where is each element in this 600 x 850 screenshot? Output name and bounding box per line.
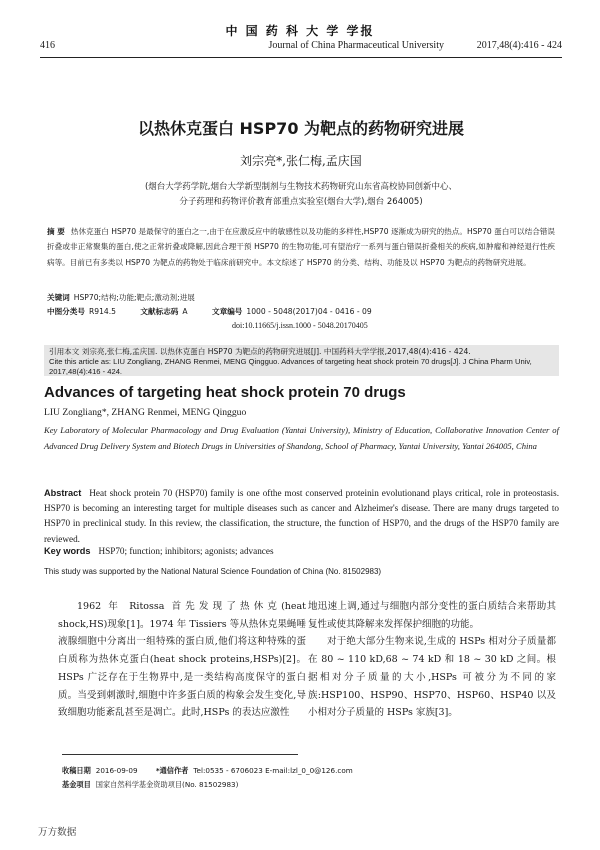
article-title-cn: 以热休克蛋白 HSP70 为靶点的药物研究进展	[137, 119, 465, 138]
clc-value: R914.5	[88, 307, 116, 316]
footnote-received	[62, 766, 353, 776]
watermark-text: 万方数据	[38, 827, 77, 838]
abstract-cn-text: 热休克蛋白 HSP70 是最保守的蛋白之一,由于在应激反应中的敏感性以及功能的多样性,HSP70 逐渐成为研究的热点。HSP70 蛋白可以结合错误折叠或非正常聚集的蛋白,使之正常折叠或降解,因此合理干预 HSP70 的生物功能,可有望治疗一系列与蛋白错误折叠相关的疾病,如肿瘤和神经退行性疾病等。目前已有多类以 HSP70 为靶点的药物处于临床前研究中。本文综述了 HSP70 的分类、结构、功能及以 HSP70 为靶点的药物研究进展。	[47, 227, 555, 267]
abstract-en-label: Abstract	[44, 488, 82, 498]
funding-en: This study was supported by the National Natural Science Foundation of China (No. 81502983)	[44, 567, 382, 576]
citation-box	[44, 345, 559, 376]
doc-code-value: A	[182, 307, 188, 316]
citation-cn: 引用本文 刘宗亮,张仁梅,孟庆国. 以热休克蛋白 HSP70 为靶点的药物研究进展[J]. 中国药科大学学报,2017,48(4):416 - 424.	[49, 347, 471, 356]
doc-code-label: 文献标志码	[140, 307, 179, 316]
running-header	[40, 40, 562, 56]
affiliation-cn	[70, 180, 532, 210]
citation-en: Cite this article as: LIU Zongliang, ZHANG Renmei, MENG Qingguo. Advances of targeting heat shock protein 70 drugs[J]. J China Pharm Univ,	[49, 357, 532, 366]
journal-volume: 2017,48(4):416 - 424	[476, 40, 562, 51]
body-column-left	[58, 598, 306, 722]
classification-row	[47, 306, 372, 317]
affiliation-cn-line1: (烟台大学药学院,烟台大学新型制剂与生物技术药物研究山东省高校协同创新中心、	[144, 182, 458, 192]
footnote-rule	[62, 754, 298, 755]
footnote-fund	[62, 780, 238, 790]
body-paragraph-1-cont: 地迅速上调,通过与细胞内部分变性的蛋白质结合来帮助其复性或使其降解来发挥保护细胞的功能。	[308, 601, 556, 630]
corresponding-label: *通信作者	[155, 766, 189, 775]
received-label: 收稿日期	[62, 766, 91, 775]
affiliation-cn-line2: 分子药理和药物评价教育部重点实验室(烟台大学),烟台 264005)	[179, 197, 423, 207]
article-no-label: 文章编号	[212, 307, 243, 316]
page-number: 416	[40, 40, 55, 51]
abstract-cn-label: 摘 要	[47, 227, 65, 236]
keywords-cn-label: 关键词	[47, 293, 70, 302]
clc-label: 中图分类号	[47, 307, 85, 316]
affiliation-en: Key Laboratory of Molecular Pharmacology and Drug Evaluation (Yantai University), Ministry of Education, Collaborative Innovation Center of Advanced Drug Delivery System and Biotech Drugs in Universities of Shandong, School of Pharmacy, Yantai University, Yantai 264005, China	[44, 425, 559, 452]
body-column-right	[308, 598, 556, 722]
authors-cn: 刘宗亮*,张仁梅,孟庆国	[240, 154, 362, 168]
received-value: 2016-09-09	[95, 766, 138, 775]
article-no-value: 1000 - 5048(2017)04 - 0416 - 09	[246, 307, 372, 316]
fund-label: 基金项目	[62, 780, 91, 789]
body-paragraph-1: 1962 年 Ritossa 首先发现了热休克(heat shock,HS)现象[1]。1974 年 Tissiers 等从热休克果蝇唾液腺细胞中分离出一组特殊的蛋白质,他们将这种特殊的蛋白质称为热休克蛋白(heat shock proteins,HSPs)[2]。HSPs 广泛存在于生物界中,是一类结构高度保守的蛋白质。当受到刺激时,细胞中许多蛋白质的构象会发生变化,导致细胞功能紊乱甚至是凋亡。此时,HSPs 的表达应激性	[58, 601, 306, 719]
keywords-cn	[47, 292, 555, 303]
fund-value: 国家自然科学基金资助项目(No. 81502983)	[95, 780, 239, 789]
article-title-en: Advances of targeting heat shock protein 70 drugs	[44, 384, 406, 401]
doi[interactable]: doi:10.11665/j.issn.1000 - 5048.20170405	[232, 321, 368, 330]
body-paragraph-2: 对于绝大部分生物来说,生成的 HSPs 相对分子质量都在 80 ~ 110 kD,68 ~ 74 kD 和 18 ~ 30 kD 之间。根据相对分子质量的大小,HSPs 可被分为不同的家族:HSP100、HSP90、HSP70、HSP60、HSP40 以及小相对分子质量的 HSPs 家族[3]。	[308, 636, 556, 719]
header-rule	[40, 57, 562, 58]
keywords-cn-text: HSP70;结构;功能;靶点;激动剂;进展	[73, 293, 195, 302]
abstract-en	[44, 486, 559, 547]
authors-en: LIU Zongliang*, ZHANG Renmei, MENG Qingguo	[44, 407, 247, 418]
citation-en-cont: 2017,48(4):416 - 424.	[49, 367, 123, 376]
corresponding-value: Tel:0535 - 6706023 E-mail:lzl_0_0@126.com	[193, 766, 353, 775]
abstract-en-text: Heat shock protein 70 (HSP70) family is one ofthe most conserved proteinin evolutionand plays critical, role in proteostasis. HSP70 is becoming an interesting target for multiple diseases such as cancer and Alzheimer's disease. There are many drugs targeted to HSP70 in preclinical study. In this review, the classification, the structure, the function of HSP70, and the drugs of the HSP70 family are reviewed.	[44, 488, 559, 544]
abstract-cn	[47, 224, 555, 270]
journal-name-cn: 中 国 药 科 大 学 学报	[225, 24, 375, 38]
journal-name-en: Journal of China Pharmaceutical University	[268, 40, 444, 51]
keywords-en	[44, 546, 274, 556]
keywords-en-label: Key words	[44, 546, 91, 556]
keywords-en-text: HSP70; function; inhibitors; agonists; advances	[98, 546, 274, 556]
